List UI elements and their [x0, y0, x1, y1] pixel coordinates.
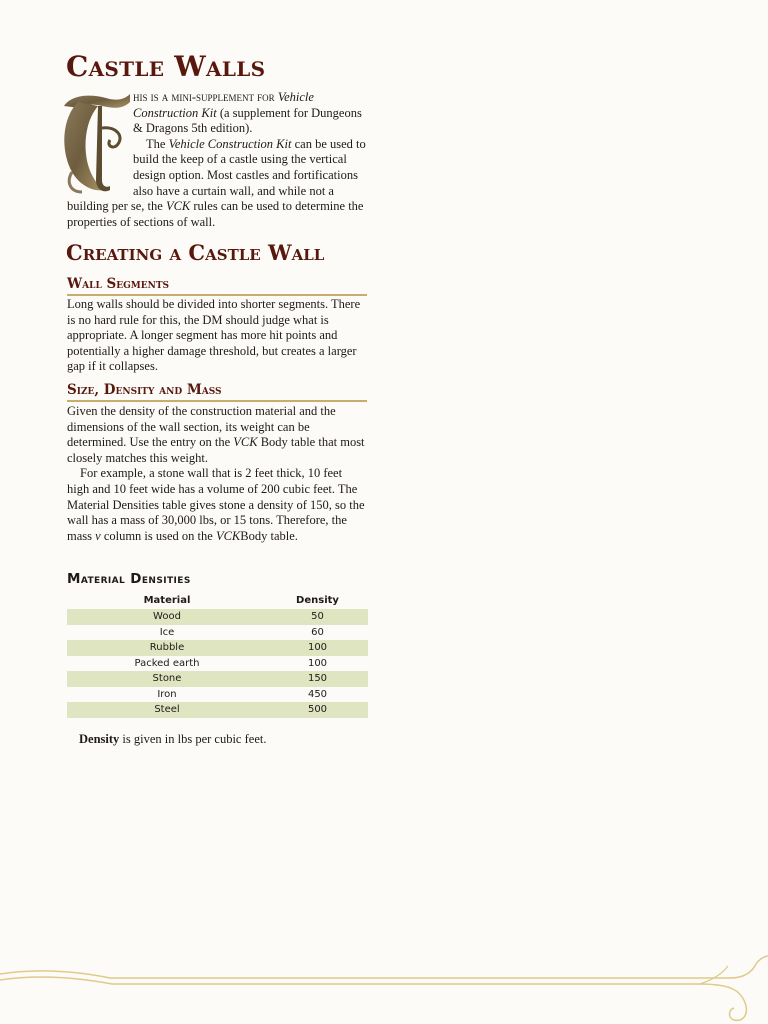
column-header-density: Density	[296, 595, 339, 606]
intro-p2-text-b: can be used to build the keep of a castle using the vertical design option. Most castles and fortifications also have a curtain wall, and while not a building per se, the	[67, 136, 366, 214]
density-footnote	[79, 731, 266, 747]
table-row	[67, 656, 368, 672]
cell-density: 100	[267, 640, 368, 656]
table-row	[67, 625, 368, 641]
intro-paragraph	[67, 90, 367, 230]
cell-material: Stone	[67, 671, 267, 687]
cell-material: Packed earth	[134, 657, 200, 669]
sd-p1-b: Body table that most closely matches this weight.	[67, 435, 365, 465]
cell-density: 50	[267, 609, 368, 625]
table-row	[67, 702, 368, 718]
size-density-paragraph-1	[67, 404, 367, 466]
table-row	[67, 609, 368, 625]
cell-density: 500	[267, 702, 368, 718]
cell-density: 60	[311, 626, 324, 638]
size-density-text	[67, 404, 367, 544]
intro-lead: his is a mini-supplement for	[133, 90, 278, 104]
column-header-material: Material	[143, 595, 191, 606]
cell-material: Wood	[67, 609, 267, 625]
size-density-paragraph-2	[67, 466, 367, 544]
footnote-bold: Density	[79, 732, 120, 746]
table-row	[67, 687, 368, 703]
subheading-wall-segments: Wall Segments	[67, 276, 367, 296]
cell-material: Iron	[157, 688, 177, 700]
wall-segments-paragraph: Long walls should be divided into shorter segments. There is no hard rule for this, the DM should judge what is appropriate. A longer segment has more hit points and potentially a higher damage threshold, but creates a larger gap if it collapses.	[67, 297, 361, 374]
sd-p2-b: column is used on the	[100, 528, 216, 543]
cell-material: Ice	[159, 626, 175, 638]
sd-p1-a: Given the density of the construction material and the dimensions of the wall section, its weight can be determined. Use the entry on the	[67, 404, 336, 450]
intro-p2-text-c: rules can be used to determine the properties of sections of wall.	[67, 199, 364, 229]
section-heading-creating: Creating a Castle Wall	[66, 240, 325, 265]
cell-density: 150	[267, 671, 368, 687]
cell-density: 450	[307, 688, 328, 700]
table-row	[67, 640, 368, 656]
wall-segments-text	[67, 297, 367, 375]
sd-p2-v: v	[95, 528, 101, 543]
intro-lead-rest: (a supplement for Dungeons & Dragons 5th edition).	[133, 105, 362, 136]
intro-lead-title: Vehicle Construction Kit	[133, 90, 314, 120]
cell-material: Steel	[67, 702, 267, 718]
sd-p2-a: For example, a stone wall that is 2 feet thick, 10 feet high and 10 feet wide has a volume of 200 cubic feet. The Material Densities table gives stone a density of 150, so the wall has a mass of 30,000 lbs, or 15 tons. Therefore, the mass	[67, 466, 365, 543]
sd-p2-vck: VCK	[215, 528, 241, 543]
footnote-rest: is given in lbs per cubic feet.	[119, 732, 267, 746]
intro-p2-vck: VCK	[165, 199, 191, 214]
cell-density: 100	[307, 657, 328, 669]
cell-material: Rubble	[67, 640, 267, 656]
intro-p2-title: Vehicle Construction Kit	[168, 136, 292, 151]
material-densities-table	[67, 592, 368, 718]
table-heading-material-densities: Material Densities	[67, 571, 191, 587]
table-header-row	[67, 592, 368, 609]
table-row	[67, 671, 368, 687]
page-title: Castle Walls	[66, 50, 266, 83]
page-frame-ornament	[0, 950, 768, 1024]
intro-p2-text-a: The	[146, 136, 169, 151]
subheading-size-density: Size, Density and Mass	[67, 382, 367, 402]
sd-p2-c: Body table.	[240, 528, 298, 543]
sd-p1-vck: VCK	[233, 435, 258, 450]
